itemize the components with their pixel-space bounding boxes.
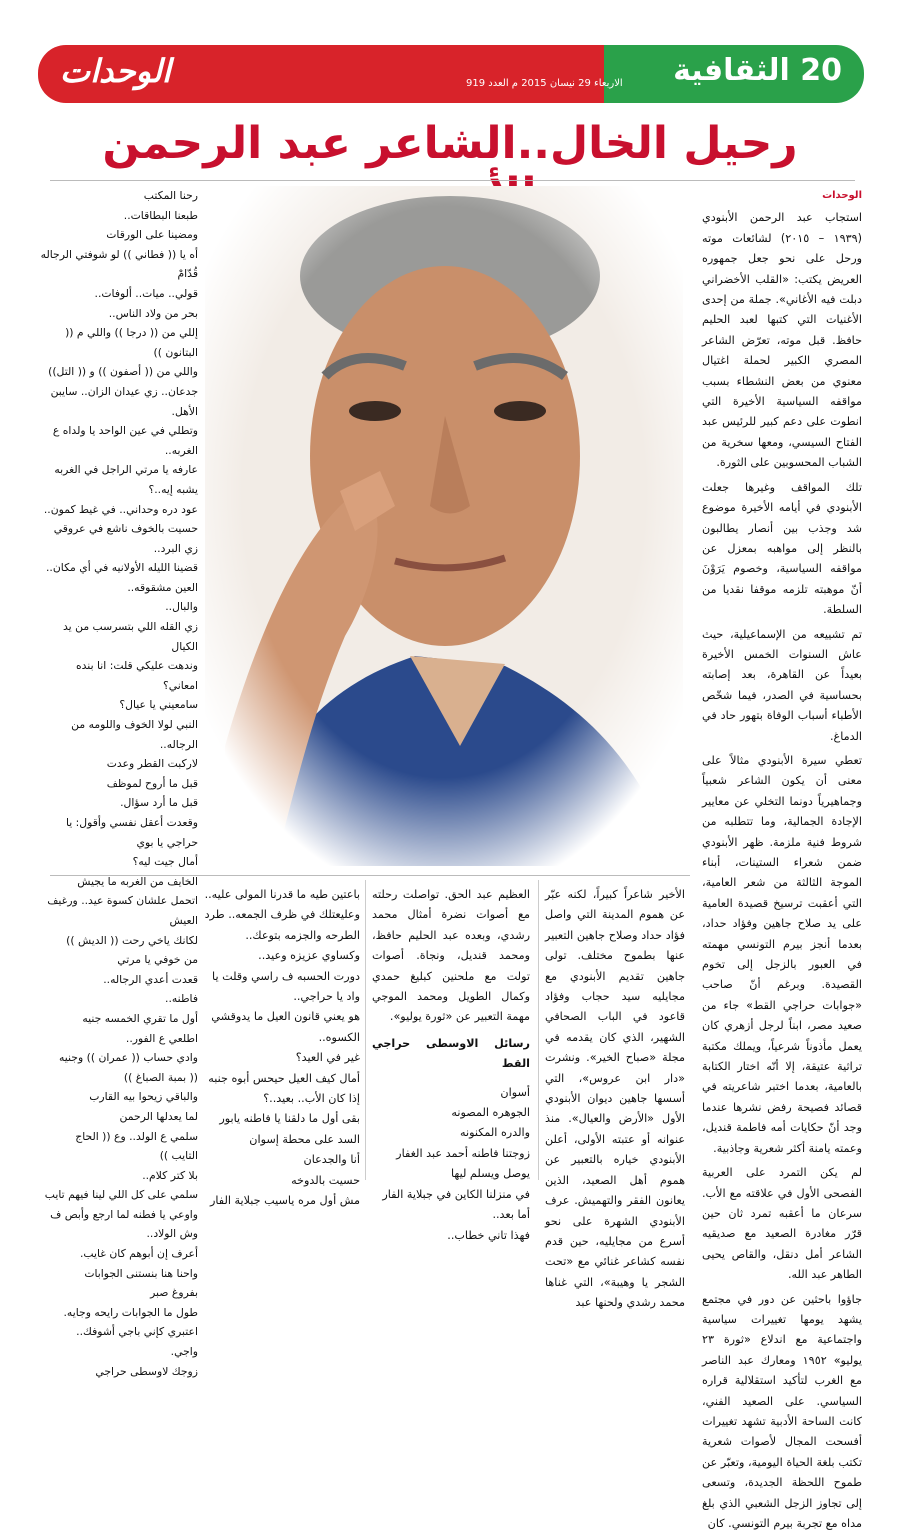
poem-line: فهذا تاني خطاب.. — [447, 1228, 530, 1242]
page-header — [38, 45, 864, 103]
poem-line: أول ما تقري الخمسه جنيه — [82, 1011, 198, 1025]
poem-line: باعتين طيه ما قدرنا المولى عليه.. — [204, 888, 360, 901]
byline: الوحدات — [822, 190, 862, 201]
poem-line: والباقي زيحوا بيه القارب — [89, 1090, 198, 1104]
poem-line: لما يعدلها الرحمن — [119, 1109, 198, 1123]
poem-line: العين مشقوقه.. — [127, 580, 198, 594]
poem-column-left — [38, 186, 198, 1378]
poem-line: طبعنا البطاقات.. — [123, 208, 198, 222]
issue-date: الاربعاء 29 نيسان 2015 م العدد 919 — [466, 78, 623, 89]
poem-line: (( بمبة الصباغ )) — [123, 1070, 198, 1084]
poem-line: من خوفي يا مرتي — [117, 953, 198, 967]
poem-line: جدعان.. زي عيدان الزان.. سايبن — [50, 384, 198, 398]
poem-line: زوجك لاوسطى حراجي — [95, 1364, 198, 1378]
poem-line: أمال جيت ليه؟ — [132, 855, 198, 869]
poem-line: النبي لولا الخوف واللومه من — [71, 718, 198, 732]
article-paragraph: لم يكن التمرد على العربية الفصحى الأول في علاقته مع الأب. سرعان ما أعقبه تمرد ثان حين قرّر مغادرة الصعيد مع صديقيه الشاعر أمل دنقل، والقاص يحيى الطاهر عبد الله. — [702, 1166, 862, 1282]
poem-line: اعتبري كإني باجي أشوفك.. — [76, 1325, 198, 1339]
poem-line: الأهل. — [171, 404, 198, 418]
poem-line: بقى أول ما دلقنا يا فاطنه يابور — [219, 1112, 360, 1126]
poem-line: طول ما الجوابات رايحه وجايه. — [63, 1305, 198, 1319]
poem-line: واجي. — [170, 1345, 198, 1359]
poem-line: أما بعد.. — [492, 1208, 530, 1222]
poem-line: سامعيني يا عيال؟ — [119, 698, 198, 712]
poem-line: وكساوي عزيزه وعيد.. — [258, 949, 360, 963]
poem-line: قضينا الليله الأولانيه في أي مكان.. — [46, 561, 198, 575]
poem-line: بلا كتر كلام.. — [142, 1168, 198, 1182]
portrait-photo — [205, 186, 683, 866]
poem-line: ومضينا على الورقات — [106, 228, 198, 242]
article-column-bottom-2 — [372, 885, 530, 1242]
poem-line: إذا كان الأب.. بعيد..؟ — [263, 1092, 360, 1106]
poem-line: زوجتنا فاطنه أحمد عبد الغفار — [396, 1146, 530, 1160]
poem-line: إللي من (( درجا )) واللي م (( — [65, 326, 198, 340]
poem-line: فاطنه.. — [165, 992, 198, 1006]
poem-line: أسوان — [500, 1085, 530, 1099]
poem-line: اتحمل علشان كسوة عيد.. ورغيف — [47, 894, 198, 908]
poem-line: بفروغ صبر — [150, 1286, 198, 1300]
poem-line: الخايف من الغربه ما يجيش — [77, 874, 198, 888]
poem-line: قُدّامْ — [177, 267, 198, 281]
column-divider — [365, 880, 366, 1180]
poem-line: أنا والجدعان — [303, 1153, 360, 1167]
article-column-bottom-1 — [545, 885, 685, 1310]
newspaper-logo: الوحدات — [60, 52, 171, 90]
poem-line: واللي من (( أصفون )) و (( التل)) — [48, 365, 198, 379]
poem-line: والدره المكنونه — [459, 1126, 530, 1140]
article-column-right — [702, 186, 863, 1530]
poem-line: قعدت أعدي الرجاله.. — [103, 972, 198, 986]
poem-line: وندهت عليكي قلت: انا بنده — [75, 659, 198, 673]
poem-line: أمال كيف العيل حيحس أبوه جنبه — [208, 1071, 360, 1085]
poem-line: رحنا المكتب — [143, 189, 198, 202]
poem-line: الكسوه.. — [318, 1030, 360, 1044]
article-paragraph: تم تشييعه من الإسماعيلية، حيث عاش السنوات الخمس الأخيرة بعيداً عن القاهرة، بعد إصابته بحساسية في الصدر، فيما شخّص الأطباء أسباب الوفاة بتهور حاد في الدماغ. — [702, 627, 862, 743]
poem-line: سلمي ع الولد.. وع (( الحاج — [75, 1129, 198, 1143]
article-paragraph: استجاب عبد الرحمن الأبنودي (١٩٣٩ – ٢٠١٥) لشائعات موته ورحل على نحو جعل جمهوره العريض يكتب: «القلب الأخضراني دبلت فيه الأغاني». جملة من إحدى الأغنيات التي كتبها لعبد الحليم حافظ. قبل موته، تعرّض الشاعر المصري الكبير لحملة اغتيال معنوي من بعض النشطاء بسبب مواقفه السياسية الأخيرة التي انطوت على دعم كبير للرئيس عبد الفتاح السيسي، ومعها سخرية من الشباب المحسوبين على الثورة. — [702, 211, 862, 470]
section-title: 20 الثقافية — [673, 53, 842, 88]
poem-line: لكانك ياخي رحت (( الديش )) — [66, 933, 198, 947]
poem-line: وتطلي في عين الواحد يا ولداه ع — [52, 424, 198, 438]
poem-line: لاركبت القطر وعدت — [106, 757, 198, 771]
poem-line: عارفه يا مرتي الراجل في الغربه — [54, 463, 198, 477]
poem-line: زي البرد.. — [153, 541, 198, 555]
poem-line: الرجاله.. — [159, 737, 198, 751]
poem-line: يشبه إيه..؟ — [148, 482, 198, 496]
poem-line: حراجي يا بوي — [136, 835, 198, 849]
poem-line: الطرحه والجزمه بتوعك.. — [245, 928, 360, 942]
poem-line: مش أول مره ياسيب جبلاية الفار — [209, 1194, 360, 1208]
poem-line: التايب )) — [159, 1149, 198, 1163]
poem-line: واوعي يا فطنه لما ارجع وأبص ف — [50, 1207, 198, 1221]
poem-line: وعليعتلك في ظرف الجمعه.. طرد — [204, 908, 360, 922]
poem-line: الغربه.. — [164, 443, 198, 457]
poem-line: السد على محطة إسوان — [249, 1132, 360, 1146]
poem-line: الجوهره المصونه — [451, 1106, 530, 1120]
poem-line: قولي.. ميات.. ألوفات.. — [94, 286, 198, 300]
poem-line: هو يعني قانون العيل ما يدوقشي — [211, 1010, 360, 1024]
headline-rule — [50, 180, 855, 181]
poem-line: قبل ما أروح لموظف — [106, 776, 198, 790]
poem-line: دورت الحسبه ف راسي وقلت يا — [212, 969, 360, 983]
article-paragraph: جاؤوا باحثين عن دور في مجتمع يشهد يومها تغييرات سياسية واجتماعية مع اندلاع «ثورة ٢٣ يوليو» ١٩٥٢ ومعارك عبد الناصر مع الغرب لتأكيد استقلالية قراره السياسي. على الصعيد الفني، كانت الساحة الأدبية تشهد تغييرات أفسحت المجال لأصوات شعرية تكتب بلغة الحياة اليومية، وتعبّر عن طموح اللحظة الجديدة، وتسعى إلى تجاوز الزجل الشعبي الذي بلغ مداه مع تجربة بيرم التونسي. كان — [702, 1292, 863, 1530]
article-column-bottom-3 — [204, 885, 360, 1208]
poem-line: حسيت بالخوف ناشع في عروقي — [53, 522, 198, 536]
poem-line: الكيال — [171, 639, 198, 653]
poem-title: رسائل الاوسطى حراجي القط — [372, 1036, 530, 1071]
poem-line: وش الولاد.. — [146, 1227, 198, 1241]
poem-line: وادي حساب (( عمران )) وجنيه — [58, 1051, 198, 1065]
poem-line: يوصل ويسلم ليها — [451, 1167, 530, 1181]
article-paragraph: تعطي سيرة الأبنودي مثالاً على معنى أن يكون الشاعر شعبياً وجماهيرياً دونما التخلي عن معايير الإجادة الجمالية، وما تتطلبه من شروط فنية ملزمة. ظهر الأبنودي ضمن شعراء الستينات، أبناء الموجة الثالثة من شعر العامية، التي أعقبت ترسيخ قصيدة العامية على يد صلاح جاهين وفؤاد حداد، بعدما أنجز بيرم التونسي مهمته في العبور بالزجل إلى تخوم القصيدة. وبرغم أنّ صاحب «جوابات حراجي القط» جاء من صعيد مصر، ابناً لرجل أزهري كان يعمل مأذوناً شرعياً، ويملك مكتبة تراثية عتيقة، إلا أنّه اختار الكتابة بالعامية، بعدما اختبر شاعريته في قصائد فصيحة رفض نشرها عندما وجد أنّ حكايات أمه فاطمة قنديل، وعمته يامنة أكثر شعرية وجاذبية. — [702, 753, 862, 1155]
poem-line: وقعدت أعقل نفسي وأقول: يا — [65, 816, 198, 829]
poem-line: البتانون )) — [153, 345, 198, 359]
poem-line: واحنا هنا بنستنى الجوابات — [84, 1266, 198, 1280]
column-divider — [538, 880, 539, 1180]
poem-line: عود دره وحداني.. في غيط كمون.. — [43, 502, 198, 516]
poem-line: العيش — [169, 913, 198, 927]
article-paragraph: العظيم عبد الحق. تواصلت رحلته مع أصوات نضرة أمثال محمد رشدي، وبعده عبد الحليم حافظ، ومحمد قنديل، ونجاة. أصوات تولت مع ملحنين كبليغ حمدي وكمال الطويل ومحمد الموجي مهمة التعبير عن «ثورة يوليو». — [372, 888, 530, 1024]
headline: رحيل الخال..الشاعر عبد الرحمن — [102, 118, 798, 169]
poem-line: غير في العيد؟ — [295, 1051, 360, 1065]
poem-line: واد يا حراجي.. — [293, 990, 360, 1004]
poem-line: أه يا (( فطاني )) لو شوفتي الرجاله — [40, 247, 198, 261]
poem-line: حسيت بالدوخه — [291, 1173, 360, 1187]
article-paragraph: تلك المواقف وغيرها جعلت الأبنودي في أيامه الأخيرة موضوع شد وجذب بين أنصار يطالبون بالنظر إلى مواهبه بمعزل عن مواقفه السياسية، وخصوم يَرَوْنَ أنّ موهبته تلزمه موقفا نقديا من السلطة. — [702, 480, 862, 617]
poem-line: بحر من ولاد الناس.. — [108, 306, 198, 320]
article-paragraph: الأخير شاعراً كبيراً، لكنه عبّر عن هموم المدينة التي واصل فؤاد حداد وصلاح جاهين التعبير عنها بطموح مختلف. تولى جاهين تقديم الأبنودي مع مجايليه سيد حجاب وفؤاد قاعود في الباب الصحافي الشهير، الذي كان يقدمه في مجلة «صباح الخير». ونشرت «دار ابن عروس»، التي أسسها جاهين ديوان الأبنودي الأول «الأرض والعيال». منذ عنوانه أو عتبته الأولى، أعلن الأبنودي خياره بالتعبير عن هموم أهل الصعيد، الذين يعانون الفقر والتهميش. عرف الأبنودي الشهرة على نحو أسرع من مجايليه، حين قدم نفسه كشاعر غنائي مع «تحت الشجر يا وهيبة»، التي غناها محمد رشدي ولحنها عبد — [545, 888, 685, 1310]
poem-line: اطلعي ع الفور.. — [125, 1031, 198, 1045]
poem-line: أعرف إن أبوهم كان غايب. — [79, 1247, 198, 1261]
poem-line: والبال.. — [165, 600, 198, 614]
poem-line: في منزلنا الكاين في جبلاية الفار — [382, 1187, 530, 1201]
poem-line: قبل ما أرد سؤال. — [120, 796, 198, 810]
poem-line: زي القله اللي بتسرسب من يد — [63, 620, 198, 634]
poem-line: سلمي على كل اللي لينا فيهم تايب — [44, 1188, 198, 1202]
poem-stanza — [372, 1083, 530, 1246]
poem-line: امعاني؟ — [162, 678, 198, 692]
